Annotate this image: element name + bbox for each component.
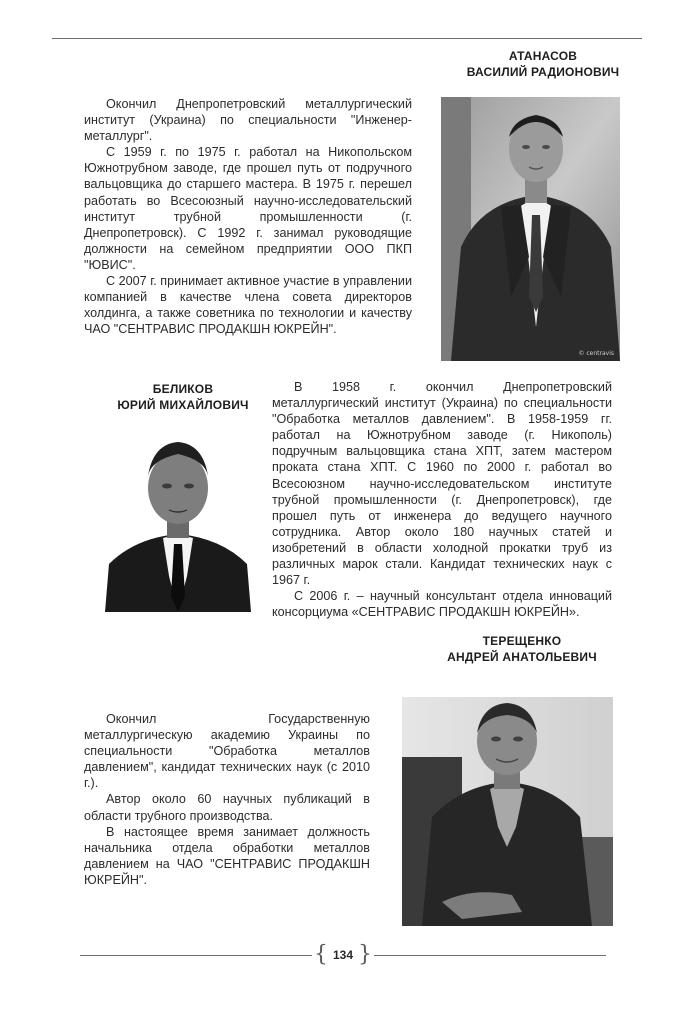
profile-bio-atanasov bbox=[84, 96, 412, 337]
right-brace: } bbox=[358, 942, 372, 967]
surname: ТЕРЕЩЕНКО bbox=[482, 634, 562, 648]
given-names: АНДРЕЙ АНАТОЛЬЕВИЧ bbox=[447, 650, 597, 664]
photo-belikov bbox=[105, 426, 251, 612]
bio-paragraph: В 1958 г. окончил Днепропетровский металлургический институт (Украина) по специальности "Обработка металлов давлением". В 1958-1959 гг. работал на Южнотрубном заводе (г. Никополь) подручным вальцовщика стана ХПТ, затем мастером проката стана ХПТ. С 1960 по 2000 г. работал во Всесоюзном научно-исследовательском институте трубной промышленности (г. Днепропетровск), где прошел путь от инженера до ведущего научного сотрудника. Автор около 180 научных статей и изобретений в области холодной прокатки труб из различных марок стали. Кандидат технических наук с 1967 г. bbox=[272, 380, 612, 588]
surname: БЕЛИКОВ bbox=[152, 382, 214, 396]
page-number-block bbox=[310, 942, 376, 968]
bio-paragraph: Автор около 60 научных публикаций в области трубного производства. bbox=[84, 792, 370, 823]
given-names: ЮРИЙ МИХАЙЛОВИЧ bbox=[117, 398, 249, 412]
top-rule bbox=[52, 38, 642, 39]
portrait-tereshchenko bbox=[402, 697, 613, 926]
given-names: ВАСИЛИЙ РАДИОНОВИЧ bbox=[466, 65, 620, 79]
footer-rule-left bbox=[80, 955, 312, 956]
profile-bio-belikov bbox=[272, 379, 612, 620]
portrait-belikov bbox=[105, 426, 251, 612]
bio-paragraph: С 2006 г. – научный консультант отдела инноваций консорциума «СЕНТРАВИС ПРОДАКШН ЮКРЕЙН». bbox=[272, 589, 612, 620]
footer-rule-right bbox=[374, 955, 606, 956]
bio-paragraph: С 1959 г. по 1975 г. работал на Никопольском Южнотрубном заводе, где прошел путь от подручного вальцовщика до старшего мастера. В 1975 г. перешел работать во Всесоюзный научно-исследовательский институт трубной промышленности (г. Днепропетровск). С 1992 г. занимал руководящие должности на семейном предприятии ООО ПКП "ЮВИС". bbox=[84, 145, 412, 272]
profile-name-belikov bbox=[98, 381, 268, 413]
photo-atanasov bbox=[441, 97, 620, 361]
left-brace: { bbox=[314, 942, 328, 967]
photo-watermark: © centravis bbox=[578, 350, 614, 357]
surname: АТАНАСОВ bbox=[508, 49, 578, 63]
bio-paragraph: В настоящее время занимает должность начальника отдела обработки металлов давлением на ЧАО "СЕНТРАВИС ПРОДАКШН ЮКРЕЙН". bbox=[84, 824, 370, 887]
bio-paragraph: Окончил Днепропетровский металлургический институт (Украина) по специальности "Инженер-металлург". bbox=[84, 97, 412, 144]
profile-name-tereshchenko bbox=[424, 633, 620, 665]
profile-name-atanasov bbox=[438, 48, 648, 80]
portrait-atanasov bbox=[441, 97, 620, 361]
photo-tereshchenko bbox=[402, 697, 613, 926]
page-number: 134 bbox=[332, 948, 354, 962]
bio-paragraph: С 2007 г. принимает активное участие в управлении компанией в качестве члена совета директоров холдинга, а также советника по технологии и качеству ЧАО "СЕНТРАВИС ПРОДАКШН ЮКРЕЙН". bbox=[84, 274, 412, 337]
profile-bio-tereshchenko bbox=[84, 711, 370, 888]
bio-paragraph: Окончил Государственную металлургическую академию Украины по специальности "Обработка металлов давлением", кандидат технических наук (с 2010 г.). bbox=[84, 712, 370, 791]
